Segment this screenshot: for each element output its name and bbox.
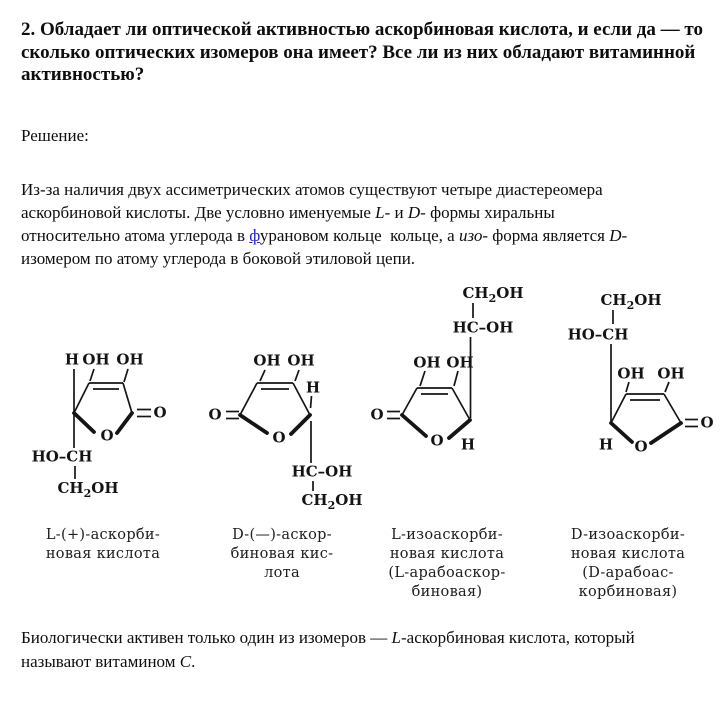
chain-subscript: 2	[327, 499, 336, 512]
chain-segment: CH	[600, 291, 627, 309]
ring-oxygen-label: O	[634, 437, 648, 456]
structure-d-minus-ascorbic	[205, 345, 370, 520]
conclusion-segment: -аскорбиновая кислота, который	[401, 628, 635, 647]
side-chain-label	[462, 286, 523, 304]
side-chain-label: HC–OH	[291, 462, 353, 481]
hydroxyl-label: OH	[287, 351, 315, 370]
ring-oxygen-label: O	[272, 428, 286, 447]
caption-line: (L-арабоаскор-	[388, 565, 506, 581]
figure-ascorbic-isomers	[0, 280, 720, 609]
conclusion-segment: называют витамином	[21, 652, 180, 671]
chain-segment: OH	[634, 291, 662, 309]
chain-subscript: 2	[83, 487, 92, 500]
para-segment: относительно атома углерода в	[21, 226, 250, 245]
structure-l-plus-ascorbic	[30, 345, 190, 515]
caption-line: биновая кис-	[230, 546, 334, 562]
chain-segment: CH	[462, 284, 489, 302]
furan-link-letter[interactable]: ф	[249, 226, 260, 245]
question-title	[21, 19, 713, 87]
side-chain-label: HO–CH	[31, 447, 93, 466]
hydrogen-label: H	[598, 435, 614, 454]
solution-label: Решение:	[21, 126, 89, 145]
italic-term: C	[179, 652, 192, 671]
para-segment: и	[390, 203, 408, 222]
structure-d-isoascorbic	[555, 283, 720, 463]
hydroxyl-label: OH	[446, 353, 474, 372]
italic-term: D-	[407, 203, 426, 222]
caption-line: L-изоаскорби-	[391, 527, 503, 543]
italic-term: D-	[609, 226, 628, 245]
chain-segment: OH	[335, 491, 363, 509]
italic-term: L	[391, 628, 402, 647]
caption-line: новая кислота	[45, 546, 161, 562]
conclusion-segment: Биологически активен только один из изомеров —	[21, 628, 392, 647]
title-line-3: активностью?	[21, 64, 145, 85]
para-segment: формы хиральны	[425, 203, 555, 222]
side-chain-label	[301, 493, 362, 511]
para-segment: изомером по атому углерода в боковой этиловой цепи.	[21, 249, 416, 268]
para-segment: Из-за наличия двух ассиметрических атомов существуют четыре диастереомера	[21, 180, 603, 199]
keto-oxygen-label: O	[370, 405, 384, 424]
caption-line: биновая)	[411, 584, 483, 600]
caption-line: новая кислота	[570, 546, 686, 562]
conclusion-segment: .	[191, 652, 196, 671]
side-chain-label	[600, 293, 661, 311]
structure-caption	[207, 526, 357, 583]
conclusion-paragraph	[21, 626, 720, 674]
hydroxyl-label: OH	[116, 350, 144, 369]
chain-segment: OH	[496, 284, 524, 302]
chain-segment: CH	[57, 479, 84, 497]
title-line-1: 2. Обладает ли оптической активностью аскорбиновая кислота, и если да — то	[21, 19, 703, 40]
caption-line: L-(+)-аскорби-	[45, 527, 161, 543]
caption-line: D-(—)-аскор-	[232, 527, 332, 543]
ring-oxygen-label: O	[430, 431, 444, 450]
hydroxyl-label: OH	[413, 353, 441, 372]
para-segment: урановом кольце кольце, а	[259, 226, 459, 245]
title-line-2: сколько оптических изомеров она имеет? Все ли из них обладают витаминной	[21, 41, 696, 63]
hydroxyl-label: OH	[82, 350, 110, 369]
caption-line: корбиновая)	[578, 584, 678, 600]
side-chain-label: HO–CH	[567, 325, 629, 344]
structure-caption	[553, 526, 703, 602]
caption-line: (D-арабоас-	[582, 565, 674, 581]
side-chain-label: HC–OH	[452, 318, 514, 337]
chain-segment: CH	[301, 491, 328, 509]
hydroxyl-label: OH	[253, 351, 281, 370]
chain-subscript: 2	[626, 299, 635, 312]
solution-paragraph	[21, 178, 720, 270]
keto-oxygen-label: O	[153, 403, 167, 422]
hydroxyl-label: OH	[657, 364, 685, 383]
ring-oxygen-label: O	[100, 426, 114, 445]
para-segment: форма является	[488, 226, 610, 245]
italic-term: изо-	[458, 226, 489, 245]
structure-l-isoascorbic	[370, 283, 560, 463]
structure-caption	[372, 526, 522, 602]
keto-oxygen-label: O	[700, 413, 714, 432]
hydrogen-label: H	[64, 350, 80, 369]
hydrogen-label: H	[460, 435, 476, 454]
caption-line: лота	[264, 565, 300, 581]
caption-line: новая кислота	[389, 546, 505, 562]
side-chain-label	[57, 481, 118, 499]
keto-oxygen-label: O	[208, 405, 222, 424]
chain-subscript: 2	[488, 292, 497, 305]
hydroxyl-label: OH	[617, 364, 645, 383]
structure-caption	[28, 526, 178, 564]
para-segment: аскорбиновой кислоты. Две условно именуемые	[21, 203, 376, 222]
caption-line: D-изоаскорби-	[570, 527, 686, 543]
italic-term: L-	[375, 203, 391, 222]
hydrogen-label: H	[305, 378, 321, 397]
chain-segment: OH	[91, 479, 119, 497]
